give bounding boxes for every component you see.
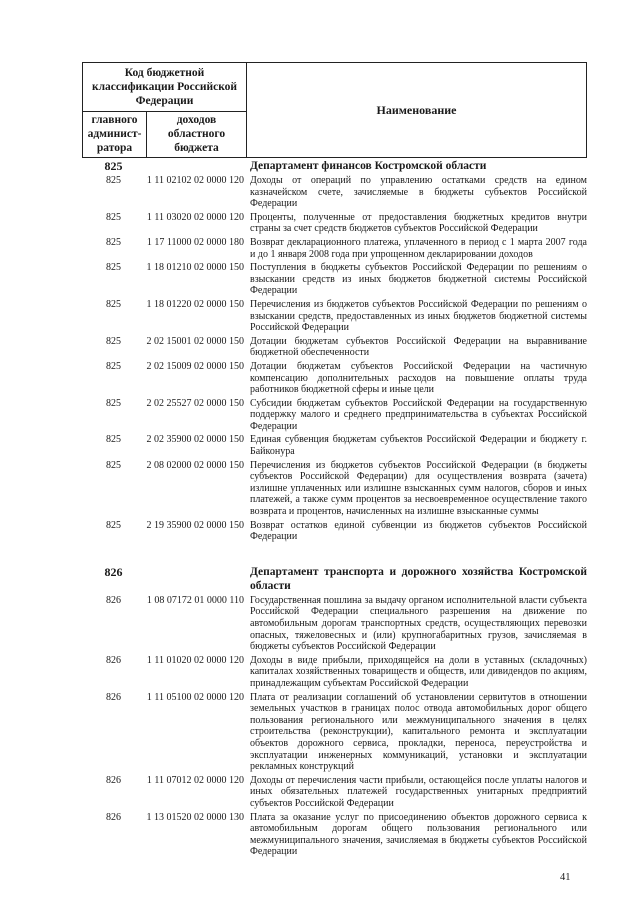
admin-code: 825	[104, 159, 123, 173]
admin-code: 825	[106, 175, 121, 186]
income-code: 2 02 15009 02 0000 150	[146, 360, 244, 372]
income-code: 1 18 01210 02 0000 150	[146, 262, 244, 274]
table-row	[82, 360, 587, 396]
income-code: 1 11 01020 02 0000 120	[146, 654, 244, 666]
table-row	[82, 774, 587, 810]
department-heading-row	[82, 158, 587, 173]
table-row	[82, 811, 587, 858]
income-code: 1 18 01220 02 0000 150	[146, 298, 244, 310]
income-code: 2 02 15001 02 0000 150	[146, 335, 244, 347]
admin-code: 825	[106, 519, 121, 531]
income-name: Плата за оказание услуг по присоединению объектов дорожного сервиса к автомобильным дорогам общего пользования регионального или межмуниципального значения, зачисляемая в бюджеты субъектов Российской Федерации	[250, 811, 587, 858]
admin-code: 825	[106, 360, 121, 372]
header-admin-column: главного админист-ратора	[87, 114, 142, 154]
income-name: Дотации бюджетам субъектов Российской Федерации на выравнивание бюджетной обеспеченности	[250, 335, 587, 359]
income-code: 1 08 07172 01 0000 110	[146, 594, 244, 606]
admin-code: 825	[106, 397, 121, 409]
department-name: Департамент транспорта и дорожного хозяйства Костромской области	[250, 565, 587, 592]
income-code	[145, 564, 246, 565]
table-row	[82, 174, 587, 210]
table-header	[82, 62, 587, 158]
income-name: Проценты, полученные от предоставления бюджетных кредитов внутри страны за счет средств бюджетов субъектов Российской Федерации	[250, 211, 587, 235]
income-name: Дотации бюджетам субъектов Российской Федерации на частичную компенсацию дополнительных расходов на повышение оплаты труда работников бюджетной сферы и иные цели	[250, 360, 587, 396]
income-code	[145, 158, 246, 159]
income-code: 1 11 05100 02 0000 120	[146, 691, 244, 703]
section-gap	[82, 544, 587, 564]
admin-code: 826	[106, 691, 121, 703]
income-name: Плата от реализации соглашений об установлении сервитутов в отношении земельных участков в границах полос отвода автомобильных дорог общего пользования регионального или межмуниципального значения в целях строительства (реконструкции), капитального ремонта и эксплуатации объектов дорожного сервиса, прокладки, переноса, переустройства и эксплуатации инженерных коммуникаций, установки и эксплуатации рекламных конструкций	[250, 691, 587, 773]
table-row	[82, 654, 587, 690]
admin-code: 826	[106, 774, 121, 786]
income-name: Перечисления из бюджетов субъектов Российской Федерации по решениям о взыскании средств, предоставленных из иных бюджетов бюджетной системы Российской Федерации	[250, 298, 587, 334]
income-name: Государственная пошлина за выдачу органом исполнительной власти субъекта Российской Федерации специального разрешения на движение по автомобильным дорогам транспортных средств, осуществляющих перевозки опасных, тяжеловесных и (или) крупногабаритных грузов, зачисляемая в бюджеты субъектов Российской Федерации	[250, 594, 587, 653]
income-name: Поступления в бюджеты субъектов Российской Федерации по решениям о взыскании средств из иных бюджетов бюджетной системы Российской Федерации	[250, 262, 587, 297]
table-row	[82, 236, 587, 260]
table-row	[82, 261, 587, 297]
table-row	[82, 433, 587, 457]
header-name-column: Наименование	[376, 102, 457, 117]
admin-code: 825	[106, 298, 121, 310]
table-row	[82, 211, 587, 235]
department-heading-row	[82, 564, 587, 593]
page-number: 41	[560, 872, 571, 883]
income-code: 2 19 35900 02 0000 150	[146, 519, 244, 531]
table-row	[82, 519, 587, 543]
income-name: Возврат декларационного платежа, уплаченного в период с 1 марта 2007 года и до 1 января 2008 года при упрощенном декларировании доходов	[250, 236, 587, 260]
admin-code: 826	[106, 594, 121, 606]
income-code: 1 11 02102 02 0000 120	[146, 175, 244, 186]
income-name: Перечисления из бюджетов субъектов Российской Федерации (в бюджеты субъектов Российской Федерации) для осуществления возврата (зачета) излишне уплаченных или излишне взысканных сумм налогов, сборов и иных платежей, а также сумм процентов за несвоевременное осуществление такого возврата и процентов, начисленных на излишне взысканные суммы	[250, 459, 587, 518]
table-row	[82, 459, 587, 518]
income-name: Возврат остатков единой субвенции из бюджетов субъектов Российской Федерации	[250, 519, 587, 543]
income-code: 1 11 03020 02 0000 120	[146, 211, 244, 223]
header-code-group: Код бюджетной классификации Российской Федерации	[91, 67, 238, 107]
income-code: 1 13 01520 02 0000 130	[146, 811, 244, 823]
table-row	[82, 397, 587, 433]
admin-code: 825	[106, 211, 121, 223]
income-name: Доходы от перечисления части прибыли, остающейся после уплаты налогов и иных обязательных платежей государственных унитарных предприятий субъектов Российской Федерации	[250, 774, 587, 809]
table-body	[82, 158, 587, 859]
table-row	[82, 298, 587, 334]
table-row	[82, 335, 587, 359]
income-name: Доходы в виде прибыли, приходящейся на доли в уставных (складочных) капиталах хозяйственных товариществ и обществ, или дивидендов по акциям, принадлежащим субъектам Российской Федерации	[250, 654, 587, 689]
income-code: 1 11 07012 02 0000 120	[146, 774, 244, 786]
table-row	[82, 691, 587, 773]
table-row	[82, 594, 587, 653]
income-code: 2 02 25527 02 0000 150	[146, 397, 244, 409]
admin-code: 825	[106, 236, 121, 248]
admin-code: 826	[106, 811, 121, 823]
admin-code: 826	[106, 654, 121, 666]
admin-code: 825	[106, 459, 121, 471]
header-income-column: доходов областного бюджета	[167, 114, 226, 154]
income-code: 1 17 11000 02 0000 180	[146, 236, 244, 248]
department-name: Департамент финансов Костромской области	[250, 160, 487, 172]
admin-code: 825	[106, 262, 121, 274]
income-name: Субсидии бюджетам субъектов Российской Федерации на государственную поддержку малого и среднего предпринимательства в субъектах Российской Федерации	[250, 397, 587, 432]
income-name: Доходы от операций по управлению остатками средств на едином казначейском счете, зачисляемые в бюджеты субъектов Российской Федерации	[250, 175, 587, 210]
admin-code: 826	[104, 564, 123, 579]
admin-code: 825	[106, 335, 121, 347]
income-code: 2 02 35900 02 0000 150	[146, 434, 244, 446]
income-code: 2 08 02000 02 0000 150	[146, 459, 244, 471]
income-name: Единая субвенция бюджетам субъектов Российской Федерации и бюджету г. Байконура	[250, 434, 587, 458]
admin-code: 825	[106, 434, 121, 446]
